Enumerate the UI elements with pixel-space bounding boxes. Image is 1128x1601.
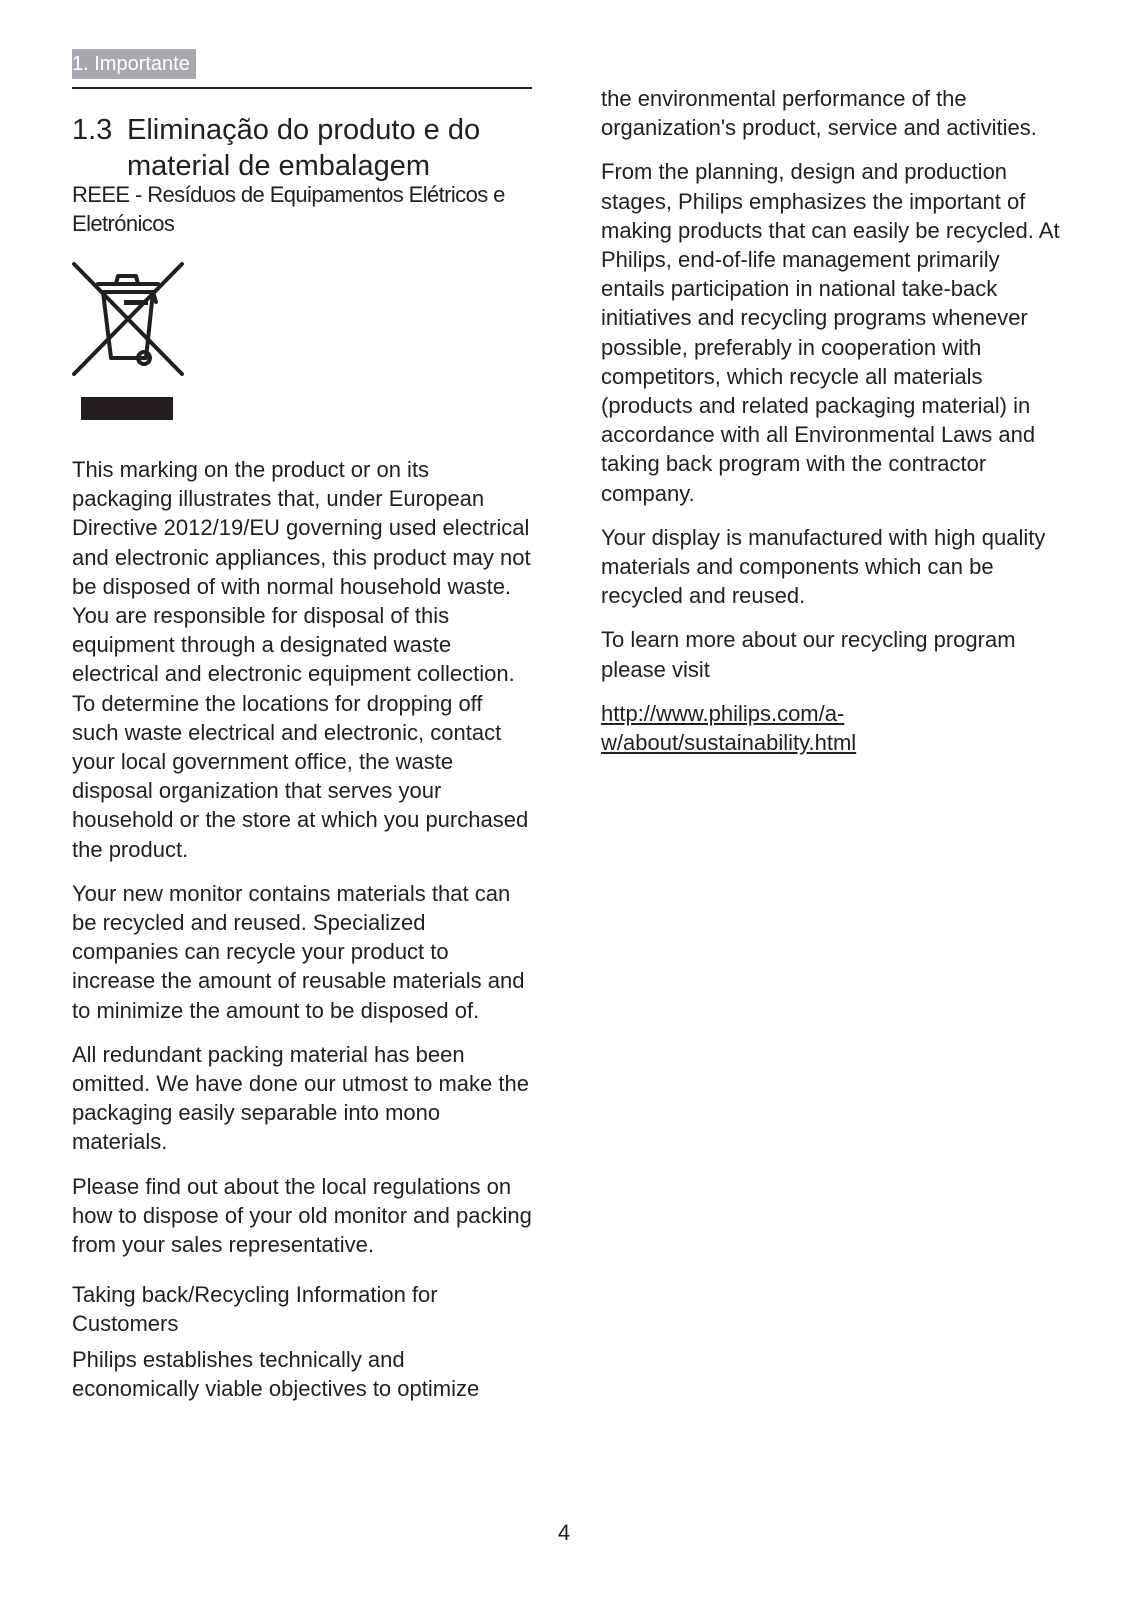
paragraph-packing: All redundant packing material has been omitted. We have done our utmost to make the packaging easily separable into mono materials. [72,1041,529,1155]
subheading-take-back: Taking back/Recycling Information for Customers [72,1282,438,1337]
paragraph-recyclable-materials: Your new monitor contains materials that can be recycled and reused. Specialized companies can recycle your product to increase the amount of reusable materials and to minimize the amount to be disposed of. [72,880,525,1023]
right-column [601,84,1063,772]
page-number: 4 [557,1520,571,1545]
left-column [72,455,534,1418]
chapter-tab: 1. Importante [72,49,196,79]
paragraph-planning-design: From the planning, design and production stages, Philips emphasizes the important of making products that can easily be recycled. At Philips, end-of-life management primarily entails participation in national take-back initiatives and recycling programs whenever possible, preferably in cooperation with competitors, which recycle all materials (products and related packaging material) in accordance with all Environmental Laws and taking back program with the contractor company. [601,159,1060,506]
paragraph-environmental-performance: the environmental performance of the organization's product, service and activities. [601,86,1037,141]
crossed-out-wheelie-bin-icon [72,262,184,432]
paragraph-display-materials: Your display is manufactured with high quality materials and components which can be recycled and reused. [601,524,1046,609]
section-title-text: Eliminação do produto e do material de embalagem [127,114,481,183]
recycling-program-link[interactable]: http://www.philips.com/a-w/about/sustainability.html [601,700,857,756]
weee-subtitle: REEE - Resíduos de Equipamentos Elétricos e Eletrónicos [72,182,505,236]
section-rule [72,87,532,89]
paragraph-learn-more: To learn more about our recycling program please visit [601,627,1016,682]
paragraph-local-regulations: Please find out about the local regulations on how to dispose of your old monitor and packing from your sales representative. [72,1173,532,1258]
paragraph-marking: This marking on the product or on its packaging illustrates that, under European Directive 2012/19/EU governing used electrical and electronic appliances, this product may not be disposed of with normal household waste. You are responsible for disposal of this equipment through a designated waste electrical and electronic equipment collection. To determine the locations for dropping off such waste electrical and electronic, contact your local government office, the waste disposal organization that serves your household or the store at which you purchased the product. [72,457,531,862]
paragraph-objectives: Philips establishes technically and economically viable objectives to optimize [72,1346,480,1401]
section-title [72,112,542,184]
section-number: 1.3 [72,114,113,147]
